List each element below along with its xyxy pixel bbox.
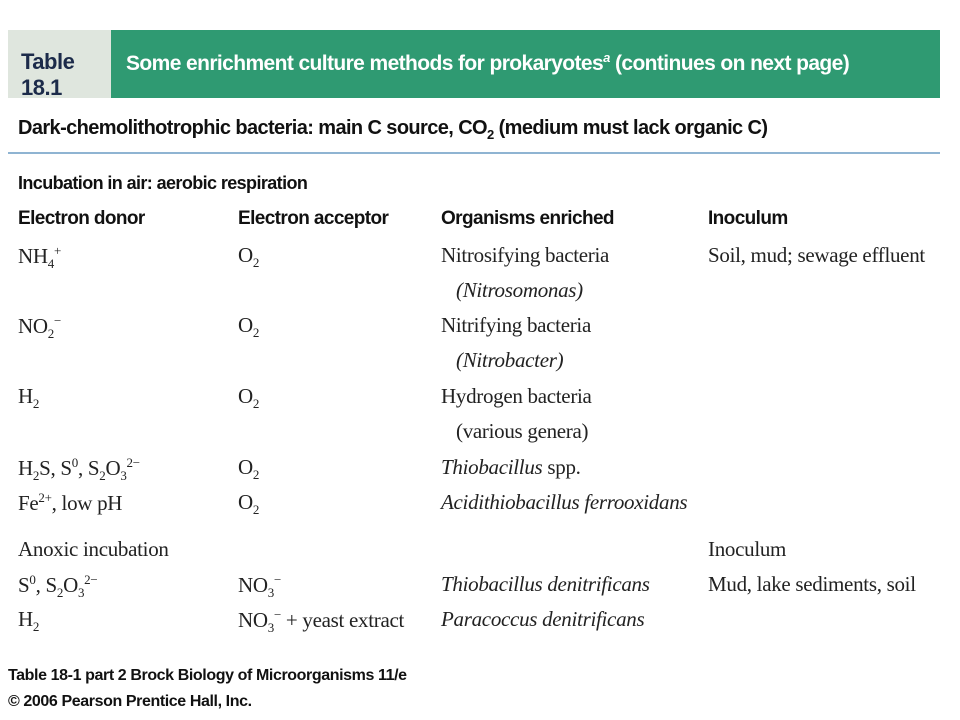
section-title-suffix: (medium must lack organic C) bbox=[498, 117, 768, 139]
acceptor-cell: $NO_3^-$ + yeast extract bbox=[238, 607, 405, 636]
organism-cell: Nitrifying bacteria bbox=[441, 313, 591, 337]
organism-cell: Thiobacillus denitrificans bbox=[441, 572, 650, 596]
section-title-prefix: Dark-chemolithotrophic bacteria: main C source, CO bbox=[18, 117, 487, 139]
acceptor-cell: $O_2$ bbox=[238, 490, 260, 518]
table-title-footnote-mark: a bbox=[603, 50, 610, 65]
acceptor-cell: $NO_3^-$ bbox=[238, 572, 281, 601]
donor-h2: $H_2$ bbox=[18, 384, 40, 412]
donor-no2: $NO_2^-$ bbox=[18, 313, 61, 342]
table-title-text: Some enrichment culture methods for prokaryotes bbox=[126, 52, 604, 75]
organism-note: (various genera) bbox=[456, 419, 589, 443]
donor-s0-s2o3: $S^0$, $S_2O_3^{2-}$ bbox=[18, 572, 98, 601]
anoxic-inoculum-heading: Inoculum bbox=[708, 537, 787, 561]
organism-cell: Nitrosifying bacteria bbox=[441, 243, 610, 267]
inoculum-cell: Mud, lake sediments, soil bbox=[708, 572, 916, 596]
organism-cell: Hydrogen bacteria bbox=[441, 384, 592, 408]
column-header-electron-donor: Electron donor bbox=[18, 208, 145, 229]
aerobic-heading: Incubation in air: aerobic respiration bbox=[18, 173, 308, 193]
table-label: Table 18.1 bbox=[21, 49, 75, 100]
organism-note: (Nitrosomonas) bbox=[456, 278, 583, 302]
footer-credit bbox=[8, 663, 407, 715]
acceptor-cell: $O_2$ bbox=[238, 243, 260, 271]
section-title-subscript: 2 bbox=[487, 127, 494, 142]
acceptor-cell: $O_2$ bbox=[238, 313, 260, 341]
section-divider bbox=[8, 152, 940, 154]
table-header-bar bbox=[8, 30, 940, 98]
table-label-box bbox=[8, 30, 111, 98]
section-title bbox=[18, 117, 767, 142]
column-header-organisms-enriched: Organisms enriched bbox=[441, 208, 614, 229]
acceptor-cell: $O_2$ bbox=[238, 455, 260, 483]
acceptor-cell: $O_2$ bbox=[238, 384, 260, 412]
footer-line-2: © 2006 Pearson Prentice Hall, Inc. bbox=[8, 693, 252, 710]
organism-note: (Nitrobacter) bbox=[456, 348, 564, 372]
donor-sulfur-compounds: $H_2S$, $S^0$, $S_2O_3^{2-}$ bbox=[18, 455, 140, 484]
donor-h2-anoxic: $H_2$ bbox=[18, 607, 40, 635]
inoculum-cell: Soil, mud; sewage effluent bbox=[708, 243, 925, 267]
organism-cell: Acidithiobacillus ferrooxidans bbox=[441, 490, 688, 514]
column-header-inoculum: Inoculum bbox=[708, 208, 788, 229]
organism-cell: Thiobacillus spp. bbox=[441, 455, 581, 479]
table-title bbox=[126, 50, 849, 76]
table-title-suffix: (continues on next page) bbox=[614, 52, 850, 75]
footer-line-1: Table 18-1 part 2 Brock Biology of Microorganisms 11/e bbox=[8, 667, 407, 684]
anoxic-heading: Anoxic incubation bbox=[18, 537, 169, 561]
donor-nh4: $NH_4^+$ bbox=[18, 243, 61, 272]
donor-fe2: $Fe^{2+}$, low pH bbox=[18, 490, 123, 515]
column-header-electron-acceptor: Electron acceptor bbox=[238, 208, 389, 229]
organism-cell: Paracoccus denitrificans bbox=[441, 607, 645, 631]
